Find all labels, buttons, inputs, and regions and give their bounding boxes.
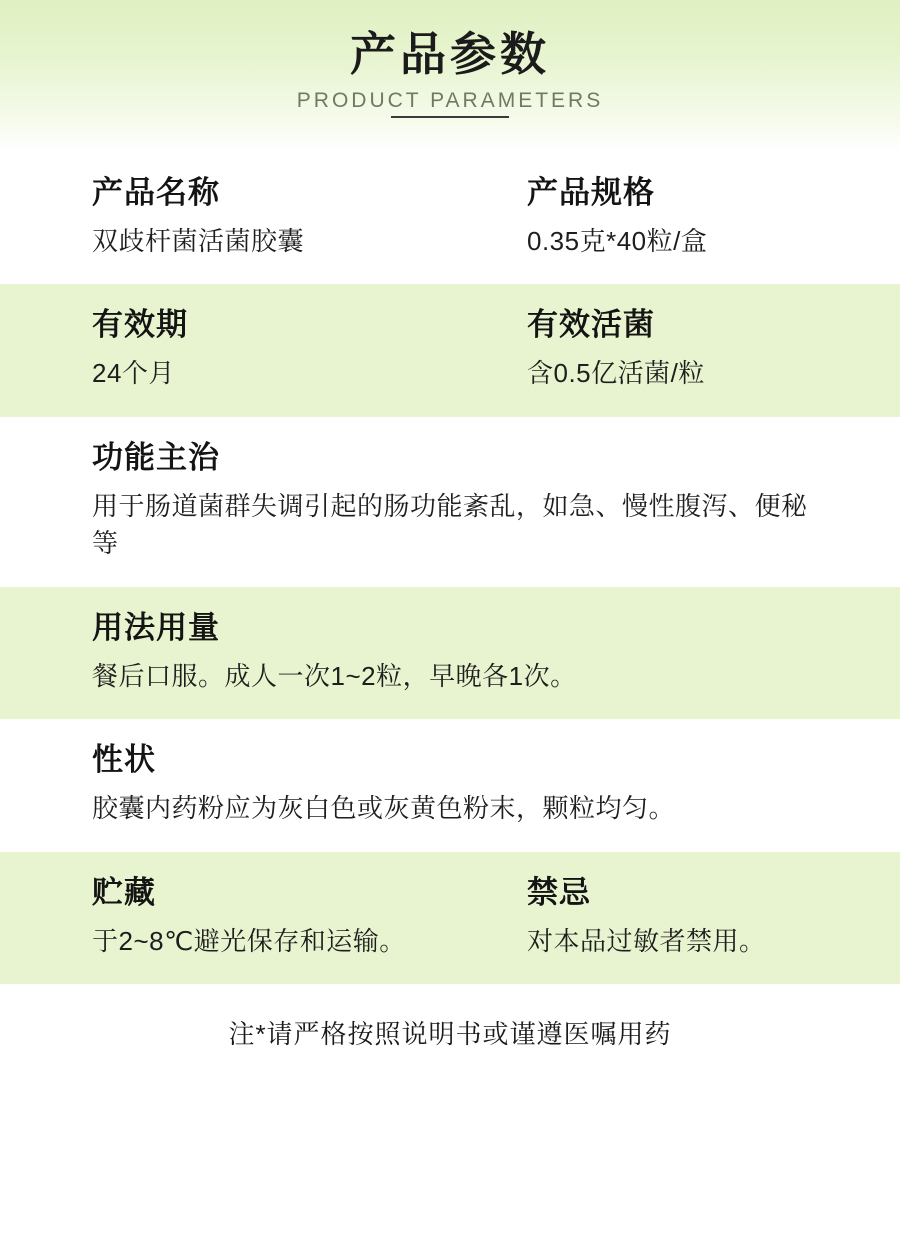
table-row: [0, 152, 900, 284]
param-cell: [92, 609, 808, 695]
param-cell: [92, 439, 808, 563]
param-value: 于2~8℃避光保存和运输。: [92, 925, 406, 956]
param-cell: [92, 874, 527, 960]
param-value: 24个月: [92, 358, 175, 389]
param-value: 双歧杆菌活菌胶囊: [92, 225, 305, 256]
page-header: [0, 0, 900, 152]
param-label: 产品名称: [92, 175, 220, 210]
param-value: 餐后口服。成人一次1~2粒，早晚各1次。: [92, 660, 577, 691]
param-cell: [527, 874, 808, 960]
param-value: 胶囊内药粉应为灰白色或灰黄色粉末，颗粒均匀。: [92, 793, 676, 824]
param-cell: [92, 174, 527, 260]
param-cell: [92, 741, 808, 827]
param-label: 贮藏: [92, 874, 156, 910]
param-cell: [527, 306, 808, 392]
page-subtitle: [297, 89, 603, 113]
param-label: 性状: [92, 742, 156, 778]
page-subtitle-text: PRODUCT PARAMETERS: [296, 88, 604, 112]
param-label: 功能主治: [92, 439, 220, 475]
param-cell: [92, 306, 527, 392]
param-value: 对本品过敏者禁用。: [527, 925, 766, 956]
footnote: 注*请严格按照说明书或谨遵医嘱用药: [228, 1019, 672, 1050]
page-title: 产品参数: [350, 28, 550, 80]
param-value: 0.35克*40粒/盒: [527, 225, 708, 256]
table-row: [0, 284, 900, 416]
param-label: 用法用量: [92, 610, 220, 645]
table-row: [0, 852, 900, 984]
param-cell: [527, 174, 808, 260]
table-row: [0, 587, 900, 719]
param-label: 有效期: [92, 307, 188, 343]
param-value: 用于肠道菌群失调引起的肠功能紊乱，如急、慢性腹泻、便秘等: [92, 490, 808, 559]
subtitle-underline: [391, 116, 509, 118]
table-row: [0, 719, 900, 851]
table-row: [0, 417, 900, 587]
param-label: 有效活菌: [527, 307, 655, 343]
param-value: 含0.5亿活菌/粒: [527, 358, 705, 389]
param-label: 禁忌: [527, 874, 591, 910]
parameter-rows: [0, 152, 900, 984]
param-label: 产品规格: [527, 175, 655, 210]
